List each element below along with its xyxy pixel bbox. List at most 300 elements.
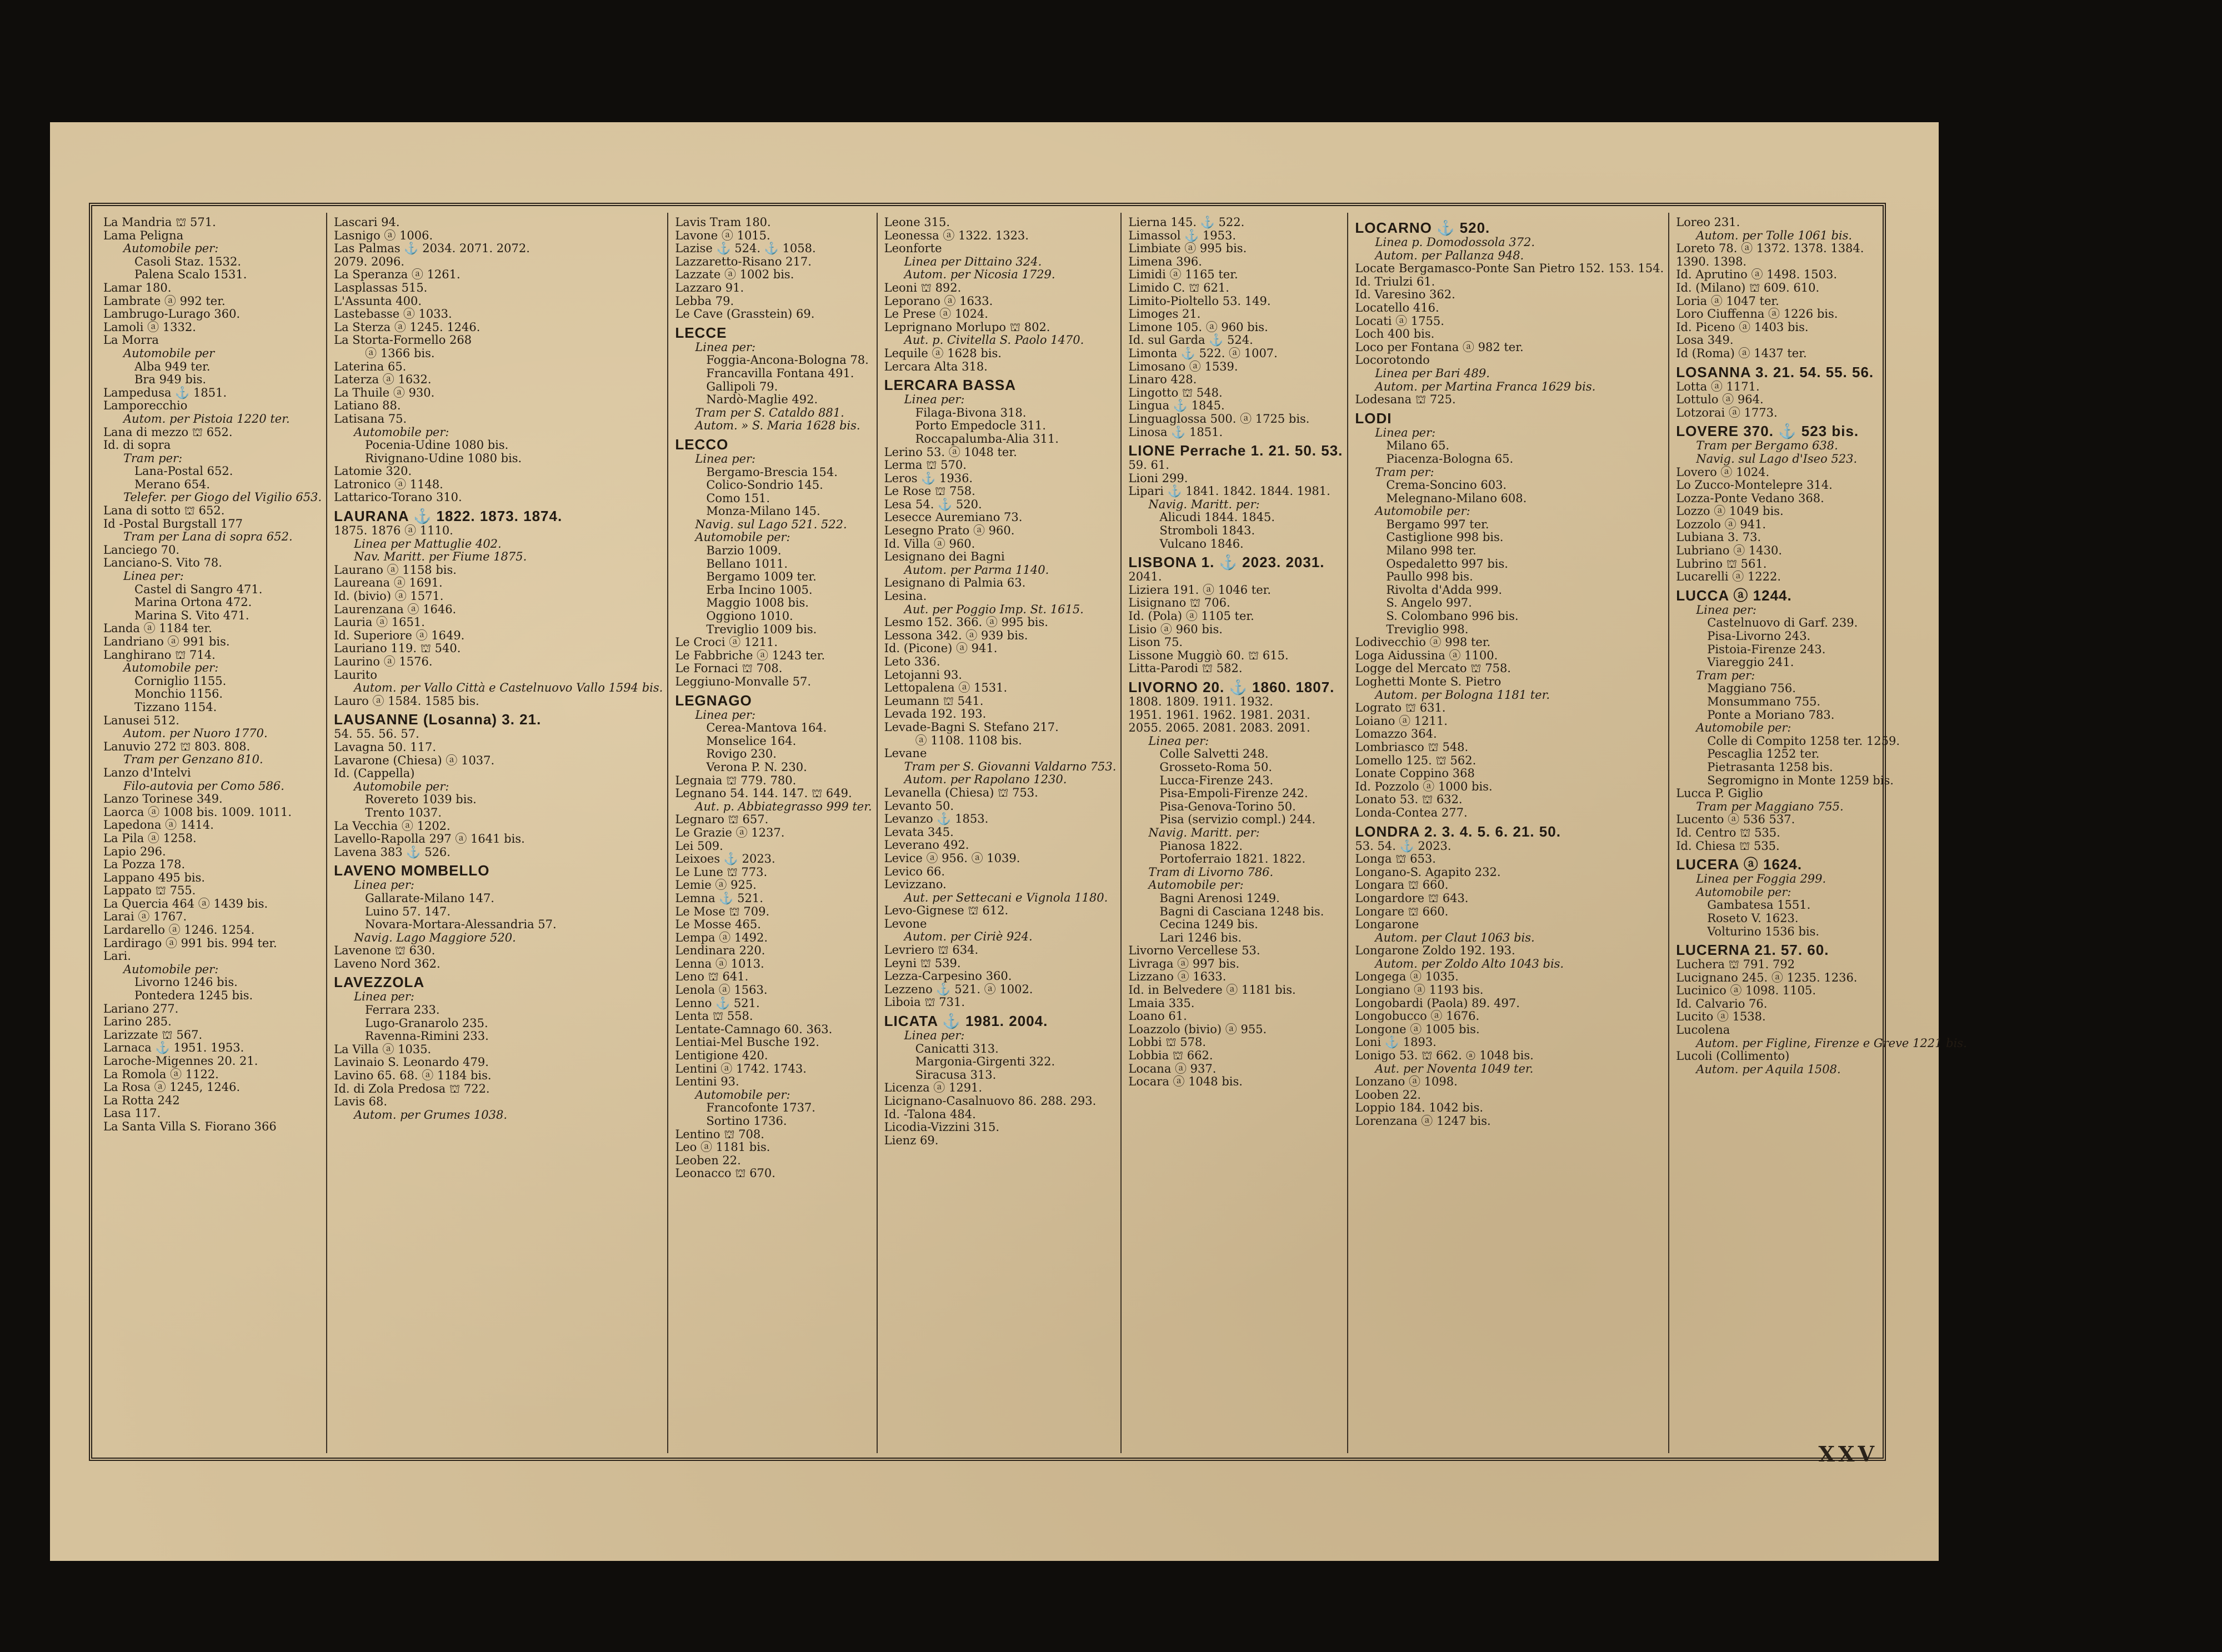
- index-entry: Oggiono 1010.: [706, 609, 793, 623]
- index-entry: Id. (Milano) ⛫ 609. 610.: [1676, 281, 1820, 294]
- index-entry: Litta-Parodi ⛫ 582.: [1128, 662, 1243, 675]
- index-entry: Id. Chiesa ⛫ 535.: [1676, 839, 1780, 853]
- index-entry: Latisana 75.: [334, 412, 407, 425]
- index-entry: Linea p. Domodossola 372.: [1375, 236, 1535, 249]
- index-heading: LECCE: [675, 324, 727, 341]
- index-entry: Id. di sopra: [103, 438, 171, 452]
- index-entry: Portoferraio 1821. 1822.: [1159, 852, 1306, 866]
- index-entry: Leo ⓐ 1181 bis.: [675, 1140, 770, 1154]
- index-entry: Limito-Pioltello 53. 149.: [1128, 294, 1271, 308]
- page-sheet: [50, 122, 1967, 1561]
- index-entry: Vulcano 1846.: [1159, 537, 1244, 550]
- index-entry: Lomazzo 364.: [1355, 727, 1437, 741]
- index-entry: Licodia-Vizzini 315.: [884, 1120, 1000, 1134]
- index-entry: La Thuile ⓐ 930.: [334, 386, 435, 399]
- index-column-3: [668, 213, 877, 1453]
- index-entry: Cerea-Mantova 164.: [706, 721, 827, 735]
- index-entry: Lobbia ⛫ 662.: [1128, 1049, 1213, 1063]
- index-heading: LAURANA ⚓ 1822. 1873. 1874.: [334, 508, 563, 525]
- index-entry: Landa ⓐ 1184 ter.: [103, 622, 212, 635]
- index-entry: Logge del Mercato ⛫ 758.: [1355, 662, 1511, 675]
- index-entry: Marina S. Vito 471.: [134, 608, 249, 622]
- index-entry: Alicudi 1844. 1845.: [1159, 510, 1275, 524]
- index-entry: Lizzano ⓐ 1633.: [1128, 970, 1227, 984]
- index-entry: Lobbi ⛫ 578.: [1128, 1035, 1207, 1049]
- index-entry: Loco per Fontana ⓐ 982 ter.: [1355, 340, 1524, 354]
- index-entry: Leoben 22.: [675, 1153, 741, 1167]
- index-entry: Locorotondo: [1355, 353, 1430, 367]
- index-entry: Licenza ⓐ 1291.: [884, 1081, 983, 1095]
- index-entry: Lazzate ⓐ 1002 bis.: [675, 268, 794, 282]
- index-entry: La Quercia 464 ⓐ 1439 bis.: [103, 897, 268, 910]
- index-entry: Lendinara 220.: [675, 944, 765, 958]
- index-entry: Autom. per Nicosia 1729.: [904, 268, 1055, 282]
- index-entry: Lebba 79.: [675, 294, 734, 308]
- index-entry: Levane: [884, 747, 927, 760]
- index-entry: Lettopalena ⓐ 1531.: [884, 681, 1008, 695]
- index-entry: Castel di Sangro 471.: [134, 582, 263, 596]
- index-entry: Le Mosse 465.: [675, 918, 761, 932]
- index-entry: Foggia-Ancona-Bologna 78.: [706, 353, 869, 367]
- index-entry: Francofonte 1737.: [706, 1101, 815, 1115]
- index-entry: Larai ⓐ 1767.: [103, 910, 187, 924]
- index-entry: Autom. per Tolle 1061 bis.: [1696, 228, 1853, 242]
- index-entry: La Villa ⓐ 1035.: [334, 1042, 432, 1056]
- index-entry: Lioni 299.: [1128, 471, 1188, 485]
- index-entry: Autom. per Bologna 1181 ter.: [1375, 688, 1550, 702]
- index-entry: Loria ⓐ 1047 ter.: [1676, 294, 1779, 308]
- index-entry: Leyni ⛫ 539.: [884, 956, 961, 970]
- index-entry: Locana ⓐ 937.: [1128, 1062, 1217, 1075]
- index-entry: Lapio 296.: [103, 844, 166, 858]
- index-entry: Colico-Sondrio 145.: [706, 478, 823, 492]
- index-entry: Laterza ⓐ 1632.: [334, 373, 432, 387]
- index-entry: Latronico ⓐ 1148.: [334, 477, 443, 491]
- index-entry: Merano 654.: [134, 477, 211, 491]
- index-entry: Gallarate-Milano 147.: [365, 891, 494, 905]
- index-entry: Canicatti 313.: [915, 1042, 999, 1055]
- index-entry: Levizzano.: [884, 878, 947, 892]
- index-entry: Looben 22.: [1355, 1088, 1422, 1102]
- index-entry: Levanzo ⚓ 1853.: [884, 812, 989, 826]
- index-entry: Le Rose ⛫ 758.: [884, 484, 975, 498]
- index-entry: Londa-Contea 277.: [1355, 805, 1468, 819]
- index-entry: Lentigione 420.: [675, 1049, 768, 1063]
- index-entry: Lanciano-S. Vito 78.: [103, 556, 222, 570]
- index-entry: Lozza-Ponte Vedano 368.: [1676, 491, 1824, 505]
- index-entry: La Sterza ⓐ 1245. 1246.: [334, 320, 481, 334]
- index-heading: LODI: [1355, 409, 1392, 427]
- index-entry: Telefer. per Giogo del Vigilio 653.: [123, 490, 322, 504]
- index-entry: Lana di sotto ⛫ 652.: [103, 504, 225, 518]
- index-heading: LISBONA 1. ⚓ 2023. 2031.: [1128, 554, 1325, 571]
- index-entry: Laorca ⓐ 1008 bis. 1009. 1011.: [103, 805, 292, 819]
- index-entry: Longano-S. Agapito 232.: [1355, 865, 1501, 879]
- index-entry: Loreo 231.: [1676, 216, 1740, 229]
- index-entry: ⓐ 1108. 1108 bis.: [915, 733, 1022, 747]
- index-entry: Melegnano-Milano 608.: [1386, 491, 1527, 505]
- index-entry: Licignano-Casalnuovo 86. 288. 293.: [884, 1094, 1097, 1108]
- index-entry: Legnaro ⛫ 657.: [675, 813, 769, 827]
- index-entry: Lerma ⛫ 570.: [884, 458, 967, 472]
- index-entry: Lucito ⓐ 1538.: [1676, 1010, 1766, 1024]
- index-entry: Lavis 68.: [334, 1095, 388, 1109]
- index-entry: Pietrasanta 1258 bis.: [1707, 760, 1833, 774]
- index-heading: LOSANNA 3. 21. 54. 55. 56.: [1676, 363, 1874, 381]
- index-frame: [89, 203, 1967, 1461]
- index-entry: Loreto 78. ⓐ 1372. 1378. 1384.: [1676, 242, 1864, 256]
- index-entry: Lesignano di Palmia 63.: [884, 576, 1026, 590]
- index-heading: LAVEZZOLA: [334, 974, 425, 991]
- index-entry: Monselice 164.: [706, 734, 797, 748]
- index-entry: Lauria ⓐ 1651.: [334, 615, 425, 629]
- index-entry: Lama Peligna: [103, 228, 184, 242]
- index-entry: Gambatesa 1551.: [1707, 898, 1811, 912]
- index-entry: Ponte a Moriano 783.: [1707, 708, 1835, 722]
- index-entry: Lempa ⓐ 1492.: [675, 930, 768, 944]
- index-entry: Treviglio 998.: [1386, 622, 1469, 636]
- index-entry: Lonzano ⓐ 1098.: [1355, 1075, 1458, 1089]
- index-entry: Autom. per Aquila 1508.: [1696, 1062, 1841, 1076]
- index-entry: Laurino ⓐ 1576.: [334, 655, 433, 668]
- index-entry: Bergamo-Brescia 154.: [706, 465, 838, 479]
- index-entry: Linea per:: [695, 452, 756, 465]
- index-entry: Lenola ⓐ 1563.: [675, 983, 768, 997]
- index-entry: Lesina.: [884, 589, 927, 603]
- index-entry: Linosa ⚓ 1851.: [1128, 425, 1223, 439]
- index-entry: Autom. per Rapolano 1230.: [904, 773, 1067, 787]
- index-entry: Locara ⓐ 1048 bis.: [1128, 1075, 1243, 1089]
- index-entry: Leros ⚓ 1936.: [884, 471, 973, 485]
- index-entry: Bergamo 997 ter.: [1386, 517, 1489, 531]
- index-entry: Lavinaio S. Leonardo 479.: [334, 1055, 489, 1069]
- index-entry: Pocenia-Udine 1080 bis.: [365, 438, 509, 452]
- index-entry: Levone: [884, 917, 927, 930]
- index-entry: Id. Pozzolo ⓐ 1000 bis.: [1355, 779, 1493, 793]
- index-entry: Roccapalumba-Alia 311.: [915, 432, 1059, 445]
- index-entry: Lucca-Firenze 243.: [1159, 773, 1274, 787]
- index-entry: Losa 349.: [1676, 333, 1734, 347]
- index-column-4: [878, 213, 1122, 1453]
- index-heading: LUCERNA 21. 57. 60.: [1676, 942, 1829, 959]
- index-entry: Lisio ⓐ 960 bis.: [1128, 622, 1223, 636]
- index-entry: Lanusei 512.: [103, 713, 179, 727]
- index-entry: Leonacco ⛫ 670.: [675, 1167, 775, 1180]
- index-entry: Livorno Vercellese 53.: [1128, 944, 1260, 958]
- index-entry: La Rotta 242: [103, 1093, 180, 1107]
- page-number: XXV: [1818, 1441, 1878, 1466]
- index-entry: Lorenzana ⓐ 1247 bis.: [1355, 1114, 1491, 1128]
- index-entry: Autom. » S. Maria 1628 bis.: [695, 419, 860, 433]
- index-entry: Lingotto ⛫ 548.: [1128, 386, 1223, 399]
- index-entry: Como 151.: [706, 491, 770, 505]
- index-entry: Leonforte: [884, 242, 942, 256]
- index-entry: Id. (Pola) ⓐ 1105 ter.: [1128, 609, 1254, 623]
- index-entry: 53. 54. ⚓ 2023.: [1355, 839, 1452, 853]
- index-entry: Larino 285.: [103, 1015, 172, 1029]
- index-entry: Autom. per Martina Franca 1629 bis.: [1375, 379, 1596, 393]
- index-entry: Lisignano ⛫ 706.: [1128, 596, 1230, 610]
- index-entry: Lissone Muggiò 60. ⛫ 615.: [1128, 648, 1289, 662]
- index-entry: La Morra: [103, 333, 159, 347]
- index-entry: Lanciego 70.: [103, 543, 180, 557]
- index-entry: Lari 1246 bis.: [1159, 930, 1242, 944]
- index-entry: Landriano ⓐ 991 bis.: [103, 635, 230, 648]
- index-column-1: [97, 213, 327, 1453]
- index-entry: Bergamo 1009 ter.: [706, 570, 817, 584]
- index-entry: Lavena 383 ⚓ 526.: [334, 845, 451, 859]
- index-entry: Pontedera 1245 bis.: [134, 989, 253, 1003]
- index-entry: Lesmo 152. 366. ⓐ 995 bis.: [884, 615, 1048, 629]
- index-entry: Id. Piceno ⓐ 1403 bis.: [1676, 320, 1809, 334]
- index-entry: Limido C. ⛫ 621.: [1128, 281, 1229, 294]
- index-entry: Lugo-Granarolo 235.: [365, 1016, 488, 1030]
- index-entry: Lana di mezzo ⛫ 652.: [103, 425, 233, 439]
- index-entry: La Storta-Formello 268: [334, 333, 472, 347]
- index-entry: Lograto ⛫ 631.: [1355, 701, 1446, 715]
- index-entry: Lmaia 335.: [1128, 996, 1195, 1010]
- index-entry: Loch 400 bis.: [1355, 327, 1435, 341]
- index-entry: Livorno 1246 bis.: [134, 975, 238, 989]
- index-entry: La Speranza ⓐ 1261.: [334, 268, 461, 282]
- index-entry: Id. Triulzi 61.: [1355, 274, 1435, 288]
- index-entry: Nav. Maritt. per Fiume 1875.: [354, 550, 527, 564]
- index-entry: Linea per:: [904, 393, 965, 407]
- index-entry: Automobile per:: [695, 530, 790, 544]
- index-entry: La Mandria ⛫ 571.: [103, 216, 216, 229]
- index-entry: La Pila ⓐ 1258.: [103, 831, 197, 845]
- index-entry: 1951. 1961. 1962. 1981. 2031.: [1128, 708, 1310, 722]
- index-entry: Linea per:: [354, 878, 414, 892]
- index-entry: Aut. p. Civitella S. Paolo 1470.: [904, 333, 1084, 347]
- index-entry: Leno ⛫ 641.: [675, 970, 749, 984]
- index-entry: Margonia-Girgenti 322.: [915, 1055, 1055, 1069]
- index-entry: Aut. per Settecani e Vignola 1180.: [904, 890, 1108, 904]
- index-entry: Limone 105. ⓐ 960 bis.: [1128, 320, 1268, 334]
- index-entry: Francavilla Fontana 491.: [706, 366, 854, 380]
- index-entry: S. Colombano 996 bis.: [1386, 609, 1519, 623]
- index-entry: Lavis Tram 180.: [675, 216, 771, 229]
- index-entry: Loiano ⓐ 1211.: [1355, 714, 1448, 728]
- index-entry: Lardirago ⓐ 991 bis. 994 ter.: [103, 936, 277, 950]
- index-entry: ⓐ 1366 bis.: [365, 346, 435, 360]
- index-entry: Linea per:: [1375, 425, 1436, 439]
- index-entry: Laurito: [334, 668, 377, 682]
- index-entry: Monchio 1156.: [134, 687, 223, 701]
- index-entry: Lesa 54. ⚓ 520.: [884, 497, 982, 511]
- index-entry: Leumann ⛫ 541.: [884, 694, 984, 708]
- index-entry: Lezzeno ⚓ 521. ⓐ 1002.: [884, 982, 1033, 996]
- index-entry: 2055. 2065. 2081. 2083. 2091.: [1128, 721, 1310, 735]
- index-entry: 1875. 1876 ⓐ 1110.: [334, 524, 453, 538]
- index-entry: Navig. Maritt. per:: [1148, 825, 1260, 839]
- index-entry: Latomie 320.: [334, 464, 412, 478]
- index-entry: Le Cave (Grasstein) 69.: [675, 307, 815, 321]
- index-entry: Linea per Mattuglie 402.: [354, 537, 502, 550]
- index-entry: Lazise ⚓ 524. ⚓ 1058.: [675, 242, 816, 256]
- index-entry: Lucoli (Collimento): [1676, 1049, 1790, 1063]
- index-entry: Limonta ⚓ 522. ⓐ 1007.: [1128, 346, 1278, 360]
- index-entry: Tram per Lana di sopra 652.: [123, 530, 293, 544]
- index-entry: Palena Scalo 1531.: [134, 268, 247, 282]
- index-entry: Lodesana ⛫ 725.: [1355, 393, 1456, 407]
- index-entry: Id. Varesino 362.: [1355, 288, 1455, 302]
- index-entry: Lamporecchio: [103, 399, 188, 413]
- index-column-6: [1348, 213, 1669, 1453]
- index-entry: Lentino ⛫ 708.: [675, 1127, 764, 1141]
- index-entry: Leoni ⛫ 892.: [884, 281, 962, 294]
- index-entry: Id. (bivio) ⓐ 1571.: [334, 589, 444, 603]
- index-entry: Bra 949 bis.: [134, 373, 207, 387]
- index-entry: Lari.: [103, 949, 131, 963]
- index-entry: Siracusa 313.: [915, 1068, 997, 1082]
- index-entry: Lubriano ⓐ 1430.: [1676, 544, 1783, 558]
- index-entry: Gallipoli 79.: [706, 379, 778, 393]
- index-entry: Automobile per:: [1696, 885, 1791, 899]
- index-entry: Lariano 277.: [103, 1002, 179, 1015]
- index-entry: Pisa-Empoli-Firenze 242.: [1159, 787, 1308, 800]
- index-entry: Bagni Arenosi 1249.: [1159, 891, 1280, 905]
- index-entry: Id. di Zola Predosa ⛫ 722.: [334, 1082, 490, 1095]
- index-entry: Treviglio 1009 bis.: [706, 622, 817, 636]
- index-entry: Le Grazie ⓐ 1237.: [675, 825, 785, 839]
- index-entry: Locati ⓐ 1755.: [1355, 314, 1444, 328]
- index-entry: Navig. Maritt. per:: [1148, 497, 1260, 511]
- index-entry: Lentiai-Mel Busche 192.: [675, 1035, 819, 1049]
- index-entry: Bagni di Casciana 1248 bis.: [1159, 904, 1324, 918]
- index-heading: LICATA ⚓ 1981. 2004.: [884, 1013, 1048, 1030]
- index-entry: Loano 61.: [1128, 1009, 1187, 1023]
- index-entry: Id. in Belvedere ⓐ 1181 bis.: [1128, 983, 1296, 997]
- index-entry: Lazzaretto-Risano 217.: [675, 254, 812, 268]
- index-entry: Automobile per:: [354, 425, 449, 439]
- index-entry: Autom. per Claut 1063 bis.: [1375, 930, 1535, 944]
- index-entry: Lavone ⓐ 1015.: [675, 228, 770, 242]
- index-entry: Loppio 184. 1042 bis.: [1355, 1101, 1484, 1115]
- index-heading: LIVORNO 20. ⚓ 1860. 1807.: [1128, 679, 1335, 695]
- index-entry: Linea per Bari 489.: [1375, 366, 1490, 380]
- index-entry: Lardarello ⓐ 1246. 1254.: [103, 923, 255, 937]
- index-entry: Lesignano dei Bagni: [884, 550, 1005, 564]
- index-entry: Aut. per Poggio Imp. St. 1615.: [904, 602, 1084, 616]
- index-entry: Linea per:: [1148, 734, 1209, 748]
- index-entry: Lotta ⓐ 1171.: [1676, 379, 1760, 393]
- index-entry: Pescaglia 1252 ter.: [1707, 747, 1820, 761]
- index-entry: 2079. 2096.: [334, 254, 405, 268]
- index-entry: Lucca P. Giglio: [1676, 787, 1763, 800]
- index-entry: Loazzolo (bivio) ⓐ 955.: [1128, 1022, 1267, 1036]
- index-entry: Autom. per Pistoia 1220 ter.: [123, 412, 290, 425]
- index-entry: Linea per Foggia 299.: [1696, 872, 1826, 886]
- index-entry: Loni ⚓ 1893.: [1355, 1035, 1437, 1049]
- index-entry: Trento 1037.: [365, 805, 442, 819]
- index-entry: Latiano 88.: [334, 399, 401, 413]
- index-entry: Lequile ⓐ 1628 bis.: [884, 346, 1002, 360]
- index-entry: Lambrate ⓐ 992 ter.: [103, 294, 226, 308]
- index-entry: Pisa (servizio compl.) 244.: [1159, 813, 1316, 827]
- index-entry: Lessona 342. ⓐ 939 bis.: [884, 628, 1028, 642]
- index-entry: Lana-Postal 652.: [134, 464, 233, 478]
- index-entry: Lombriasco ⛫ 548.: [1355, 740, 1469, 754]
- index-entry: Lezza-Carpesino 360.: [884, 969, 1012, 983]
- index-entry: Letojanni 93.: [884, 668, 962, 682]
- index-entry: Stromboli 1843.: [1159, 524, 1255, 538]
- index-entry: Autom. per Vallo Città e Castelnuovo Vallo 1594 bis.: [354, 681, 663, 695]
- index-entry: Viareggio 241.: [1707, 655, 1794, 669]
- index-entry: Luchera ⛫ 791. 792: [1676, 958, 1795, 972]
- index-entry: Lauro ⓐ 1584. 1585 bis.: [334, 694, 479, 708]
- index-entry: Laroche-Migennes 20. 21.: [103, 1054, 258, 1068]
- index-entry: Luino 57. 147.: [365, 904, 451, 918]
- index-entry: Langhirano ⛫ 714.: [103, 648, 216, 662]
- index-entry: Loghetti Monte S. Pietro: [1355, 675, 1502, 688]
- index-heading: LUCCA ⓐ 1244.: [1676, 587, 1792, 604]
- index-entry: Longa ⛫ 653.: [1355, 852, 1436, 866]
- index-entry: Verona P. N. 230.: [706, 760, 807, 774]
- index-entry: Le Prese ⓐ 1024.: [884, 307, 988, 321]
- index-entry: Tram per:: [1375, 465, 1434, 479]
- index-entry: Id. Calvario 76.: [1676, 997, 1768, 1010]
- index-entry: Lucignano 245. ⓐ 1235. 1236.: [1676, 970, 1858, 984]
- index-entry: Linea per:: [1696, 603, 1756, 617]
- index-entry: Limidi ⓐ 1165 ter.: [1128, 268, 1238, 282]
- index-entry: Autom. per Zoldo Alto 1043 bis.: [1375, 957, 1564, 970]
- index-entry: Longarone: [1355, 918, 1419, 932]
- index-heading: LAUSANNE (Losanna) 3. 21.: [334, 711, 542, 728]
- index-entry: Longardore ⛫ 643.: [1355, 891, 1469, 905]
- index-entry: Lapedona ⓐ 1414.: [103, 818, 214, 832]
- index-entry: Pistoia-Firenze 243.: [1707, 642, 1826, 656]
- index-entry: Lipari ⚓ 1841. 1842. 1844. 1981.: [1128, 484, 1330, 498]
- index-entry: Aut. per Noventa 1049 ter.: [1375, 1062, 1534, 1075]
- index-entry: Maggio 1008 bis.: [706, 596, 809, 610]
- index-entry: Grosseto-Roma 50.: [1159, 760, 1272, 774]
- index-entry: Maggiano 756.: [1707, 682, 1796, 695]
- index-entry: Roseto V. 1623.: [1707, 911, 1799, 925]
- index-heading: LIONE Perrache 1. 21. 50. 53.: [1128, 442, 1343, 459]
- index-entry: Lamoli ⓐ 1332.: [103, 320, 196, 334]
- index-entry: Levanto 50.: [884, 799, 954, 813]
- index-entry: Longara ⛫ 660.: [1355, 878, 1449, 892]
- index-entry: Lercara Alta 318.: [884, 359, 988, 373]
- index-entry: 59. 61.: [1128, 458, 1169, 472]
- index-entry: Ravenna-Rimini 233.: [365, 1029, 489, 1043]
- index-entry: Longobardi (Paola) 89. 497.: [1355, 996, 1520, 1010]
- index-entry: Lasnigo ⓐ 1006.: [334, 228, 433, 242]
- index-entry: Lingua ⚓ 1845.: [1128, 399, 1225, 413]
- index-entry: Filo-autovia per Como 586.: [123, 779, 284, 793]
- index-entry: Levice ⓐ 956. ⓐ 1039.: [884, 851, 1020, 865]
- index-entry: Autom. per Figline, Firenze e Greve 1221 bis.: [1696, 1036, 1967, 1050]
- index-entry: Linguaglossa 500. ⓐ 1725 bis.: [1128, 412, 1310, 425]
- index-entry: Legnaia ⛫ 779. 780.: [675, 773, 797, 787]
- index-entry: Filaga-Bivona 318.: [915, 406, 1027, 419]
- index-entry: Lavarone (Chiesa) ⓐ 1037.: [334, 753, 495, 767]
- index-entry: Lentini ⓐ 1742. 1743.: [675, 1062, 807, 1075]
- index-entry: Id. Aprutino ⓐ 1498. 1503.: [1676, 268, 1838, 282]
- index-entry: Leixoes ⚓ 2023.: [675, 852, 775, 866]
- index-heading: LERCARA BASSA: [884, 377, 1017, 394]
- index-entry: Leone 315.: [884, 216, 950, 229]
- index-entry: Lottulo ⓐ 964.: [1676, 393, 1764, 407]
- index-entry: Leto 336.: [884, 655, 940, 668]
- index-entry: Lauriano 119. ⛫ 540.: [334, 642, 461, 655]
- index-entry: Tizzano 1154.: [134, 700, 217, 714]
- index-entry: Liboia ⛫ 731.: [884, 995, 965, 1009]
- index-column-2: [327, 213, 668, 1453]
- index-entry: Lazzaro 91.: [675, 281, 744, 294]
- index-entry: Lesecce Auremiano 73.: [884, 510, 1023, 524]
